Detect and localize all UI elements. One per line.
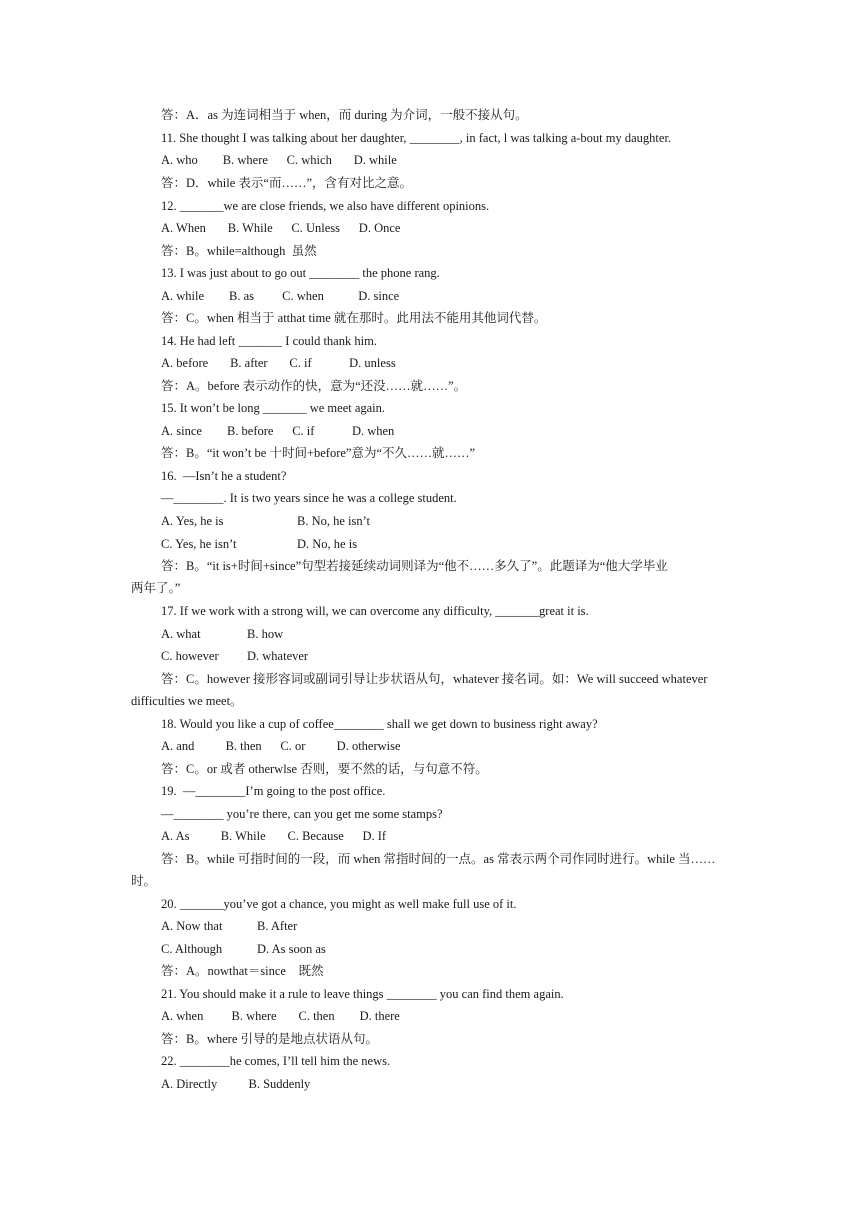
options-11: A. who B. where C. which D. while: [161, 153, 397, 167]
answer-17-line-2: difficulties we meet。: [131, 694, 243, 708]
question-19-line-1: 19. —________I’m going to the post office.: [161, 784, 386, 798]
answer-19-line-1: 答：B。while 可指时间的一段，而 when 常指时间的一点。as 常表示两个司作同时进行。while 当……: [161, 852, 716, 866]
question-17: 17. If we work with a strong will, we can overcome any difficulty, _______great it is.: [161, 604, 589, 618]
option-16-a: A. Yes, he is: [161, 514, 224, 528]
answer-13: 答：C。when 相当于 atthat time 就在那时。此用法不能用其他词代替。: [161, 311, 547, 325]
question-18: 18. Would you like a cup of coffee________ shall we get down to business right away?: [161, 717, 598, 731]
question-21: 21. You should make it a rule to leave things ________ you can find them again.: [161, 987, 564, 1001]
question-13: 13. I was just about to go out ________ the phone rang.: [161, 266, 440, 280]
option-16-b: B. No, he isn’t: [297, 514, 371, 528]
answer-21: 答：B。where 引导的是地点状语从句。: [161, 1032, 378, 1046]
answer-16-line-2: 两年了。”: [131, 581, 181, 595]
answer-17-line-1: 答：C。however 接形容词或副词引导让步状语从句，whatever 接名词。如：We will succeed whatever: [161, 672, 708, 686]
question-12: 12. _______we are close friends, we also have different opinions.: [161, 199, 490, 213]
option-17-d: D. whatever: [247, 649, 309, 663]
options-22: A. Directly B. Suddenly: [161, 1077, 311, 1091]
question-20: 20. _______you’ve got a chance, you might as well make full use of it.: [161, 897, 517, 911]
options-21: A. when B. where C. then D. there: [161, 1009, 400, 1023]
answer-11: 答：D．while 表示“而……”，含有对比之意。: [161, 176, 413, 190]
option-20-a: A. Now that: [161, 919, 223, 933]
option-20-d: D. As soon as: [257, 942, 326, 956]
option-17-b: B. how: [247, 627, 284, 641]
answer-20: 答：A。nowthat＝since 既然: [161, 964, 324, 978]
question-11: 11. She thought I was talking about her daughter, ________, in fact, l was talking a-bout my daughter.: [161, 131, 672, 145]
answer-12: 答：B。while=although 虽然: [161, 244, 317, 258]
answer-19-line-2: 时。: [131, 874, 157, 888]
question-16-line-1: 16. —Isn’t he a student?: [161, 469, 287, 483]
option-17-c: C. however: [161, 649, 219, 663]
question-14: 14. He had left _______ I could thank him.: [161, 334, 377, 348]
option-16-d: D. No, he is: [297, 537, 358, 551]
question-22: 22. ________he comes, I’ll tell him the news.: [161, 1054, 391, 1068]
options-12: A. When B. While C. Unless D. Once: [161, 221, 401, 235]
answer-16-line-1: 答：B。“it is+时间+since”句型若接延续动词则译为“他不……多久了”。此题译为“他大学毕业: [161, 559, 668, 573]
options-15: A. since B. before C. if D. when: [161, 424, 395, 438]
options-13: A. while B. as C. when D. since: [161, 289, 400, 303]
answer-15: 答：B。“it won’t be 十时间+before”意为“不久……就……”: [161, 446, 476, 460]
options-19: A. As B. While C. Because D. If: [161, 829, 387, 843]
question-19-line-2: —________ you’re there, can you get me some stamps?: [161, 807, 443, 821]
option-16-c: C. Yes, he isn’t: [161, 537, 237, 551]
question-15: 15. It won’t be long _______ we meet again.: [161, 401, 386, 415]
answer-10: 答：A．as 为连词相当于 when，而 during 为介词，一般不接从句。: [161, 108, 528, 122]
answer-18: 答：C。or 或者 otherwlse 否则，要不然的话，与句意不符。: [161, 762, 488, 776]
answer-14: 答：A。before 表示动作的快，意为“还没……就……”。: [161, 379, 467, 393]
question-16-line-2: —________. It is two years since he was a college student.: [161, 491, 457, 505]
option-20-c: C. Although: [161, 942, 223, 956]
option-17-a: A. what: [161, 627, 201, 641]
option-20-b: B. After: [257, 919, 298, 933]
options-14: A. before B. after C. if D. unless: [161, 356, 396, 370]
options-18: A. and B. then C. or D. otherwise: [161, 739, 401, 753]
